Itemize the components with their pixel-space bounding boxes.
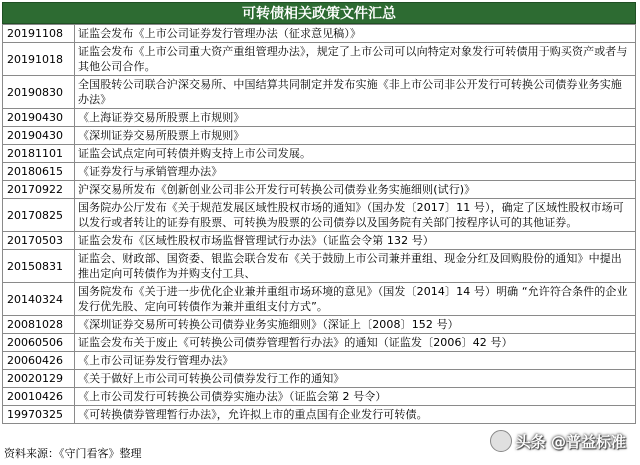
table-row [3, 145, 636, 163]
row-date: 20170503 [3, 232, 75, 250]
row-description: 国务院办公厅发布《关于规范发展区域性股权市场的通知》（国办发〔2017〕11 号），确定了区域性股权市场可以发行或者转让的证券有股票、可转换为股票的公司债券以及国务院有关部门按程序认可的其他证券。 [75, 199, 636, 232]
row-description: 《可转换债券管理暂行办法》，允许拟上市的重点国有企业发行可转债。 [75, 406, 636, 424]
table-row [3, 388, 636, 406]
table-row [3, 232, 636, 250]
table-row [3, 250, 636, 283]
table-row [3, 43, 636, 76]
row-date: 20081028 [3, 316, 75, 334]
row-description: 《证券发行与承销管理办法》 [75, 163, 636, 181]
row-date: 20060426 [3, 352, 75, 370]
row-date: 20190830 [3, 76, 75, 109]
watermark [490, 430, 626, 452]
row-description: 《深圳证券交易所可转换公司债券业务实施细则》（深证上〔2008〕152 号） [75, 316, 636, 334]
policy-table [2, 24, 636, 424]
row-date: 20170825 [3, 199, 75, 232]
row-description: 证监会、财政部、国资委、银监会联合发布《关于鼓励上市公司兼并重组、现金分红及回购股份的通知》中提出推出定向可转债作为并购支付工具、 [75, 250, 636, 283]
row-date: 20170922 [3, 181, 75, 199]
row-description: 证监会试点定向可转债并购支持上市公司发展。 [75, 145, 636, 163]
table-title: 可转债相关政策文件汇总 [2, 2, 636, 24]
policy-table-frame [2, 2, 636, 424]
watermark-text: 头条 @普益标准 [515, 432, 626, 451]
table-row [3, 406, 636, 424]
row-description: 证监会发布《区域性股权市场监督管理试行办法》（证监会令第 132 号） [75, 232, 636, 250]
row-description: 证监会发布关于废止《可转换公司债券管理暂行办法》的通知（证监发〔2006〕42 号） [75, 334, 636, 352]
row-description: 《上市公司证券发行管理办法》 [75, 352, 636, 370]
row-date: 19970325 [3, 406, 75, 424]
table-row [3, 76, 636, 109]
table-row [3, 352, 636, 370]
row-description: 证监会发布《上市公司证券发行管理办法（征求意见稿）》 [75, 25, 636, 43]
row-description: 《深圳证券交易所股票上市规则》 [75, 127, 636, 145]
row-date: 20180615 [3, 163, 75, 181]
table-row [3, 163, 636, 181]
row-date: 20150831 [3, 250, 75, 283]
table-row [3, 109, 636, 127]
row-date: 20140324 [3, 283, 75, 316]
row-date: 20020129 [3, 370, 75, 388]
policy-table-body [3, 25, 636, 424]
row-date: 20191018 [3, 43, 75, 76]
row-date: 20190430 [3, 127, 75, 145]
table-row [3, 316, 636, 334]
table-row [3, 283, 636, 316]
row-description: 证监会发布《上市公司重大资产重组管理办法》，规定了上市公司可以向特定对象发行可转债用于购买资产或者与其他公司合作。 [75, 43, 636, 76]
avatar-icon [490, 430, 512, 452]
row-date: 20190430 [3, 109, 75, 127]
source-note: 资料来源：《守门看客》整理 [4, 447, 142, 460]
row-description: 《上海证券交易所股票上市规则》 [75, 109, 636, 127]
row-date: 20181101 [3, 145, 75, 163]
row-description: 《上市公司发行可转换公司债券实施办法》（证监会第 2 号令） [75, 388, 636, 406]
table-row [3, 181, 636, 199]
row-description: 沪深交易所发布《创新创业公司非公开发行可转换公司债券业务实施细则(试行)》 [75, 181, 636, 199]
table-row [3, 127, 636, 145]
row-description: 国务院发布《关于进一步优化企业兼并重组市场环境的意见》（国发〔2014〕14 号）明确 “允许符合条件的企业发行优先股、定向可转债作为兼并重组支付方式”。 [75, 283, 636, 316]
row-date: 20060506 [3, 334, 75, 352]
table-row [3, 370, 636, 388]
row-date: 20010426 [3, 388, 75, 406]
table-row [3, 334, 636, 352]
table-row [3, 25, 636, 43]
table-row [3, 199, 636, 232]
row-description: 《关于做好上市公司可转换公司债券发行工作的通知》 [75, 370, 636, 388]
row-date: 20191108 [3, 25, 75, 43]
row-description: 全国股转公司联合沪深交易所、中国结算共同制定并发布实施《非上市公司非公开发行可转换公司债券业务实施办法》 [75, 76, 636, 109]
